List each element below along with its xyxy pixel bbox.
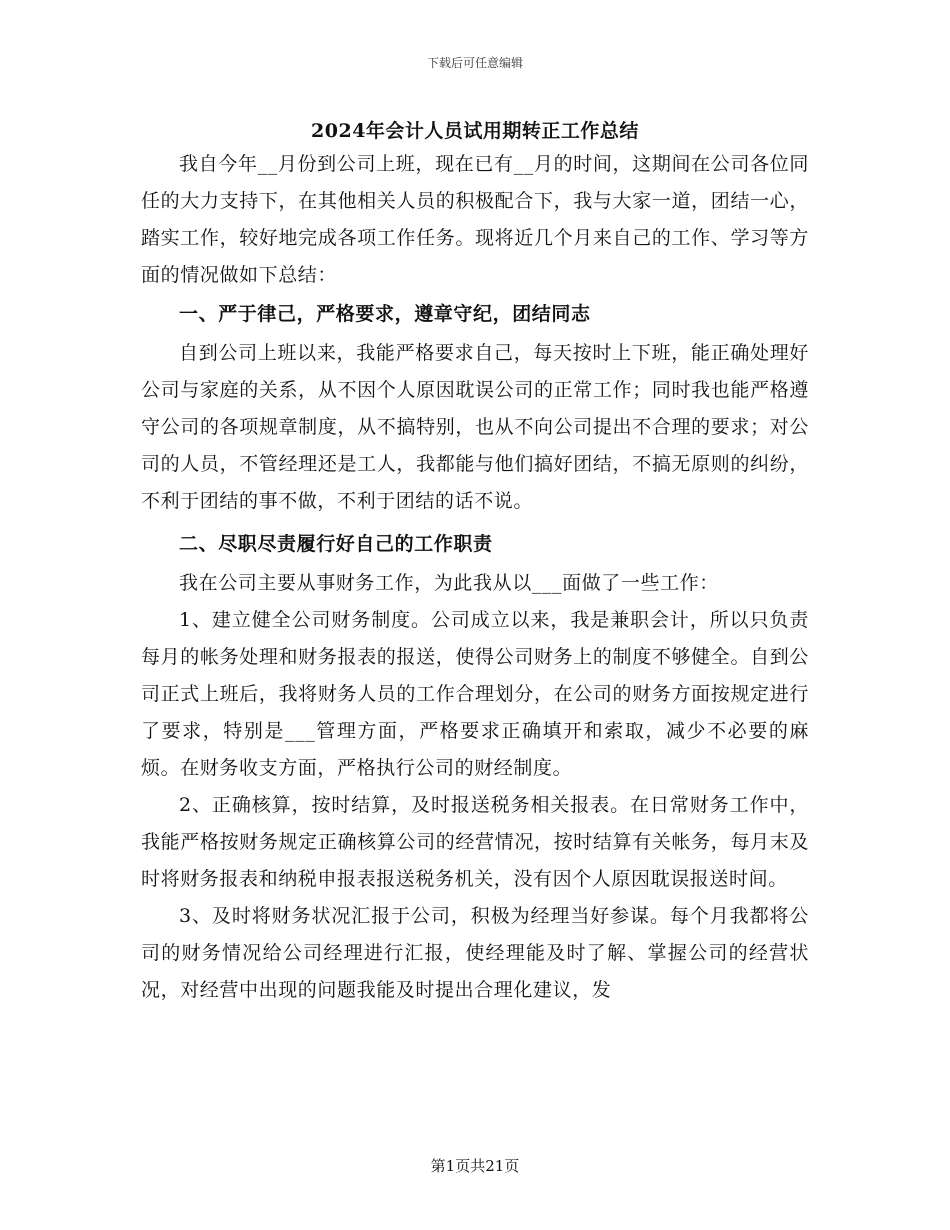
paragraph-item-1: 1、建立健全公司财务制度。公司成立以来，我是兼职会计，所以只负责每月的帐务处理和财务报表的报送，使得公司财务上的制度不够健全。自到公司正式上班后，我将财务人员的工作合理划分，在公司的财务方面按规定进行了要求，特别是___管理方面，严格要求正确填开和索取，减少不必要的麻烦。在财务收支方面，严格执行公司的财经制度。	[141, 609, 809, 779]
paragraph-discipline: 自到公司上班以来，我能严格要求自己，每天按时上下班，能正确处理好公司与家庭的关系，从不因个人原因耽误公司的正常工作；同时我也能严格遵守公司的各项规章制度，从不搞特别，也从不向公司提出不合理的要求；对公司的人员，不管经理还是工人，我都能与他们搞好团结，不搞无原则的纠纷，不利于团结的事不做，不利于团结的话不说。	[141, 342, 809, 512]
section-heading-1: 一、严于律己，严格要求，遵章守纪，团结同志	[179, 303, 591, 325]
document-title: 2024年会计人员试用期转正工作总结	[311, 120, 639, 142]
paragraph-item-3: 3、及时将财务状况汇报于公司，积极为经理当好参谋。每个月我都将公司的财务情况给公司经理进行汇报，使经理能及时了解、掌握公司的经营状况，对经营中出现的问题我能及时提出合理化建议，发	[141, 905, 809, 1001]
paragraph-intro: 我自今年__月份到公司上班，现在已有__月的时间，这期间在公司各位同任的大力支持下，在其他相关人员的积极配合下，我与大家一道，团结一心，踏实工作，较好地完成各项工作任务。现将近几个月来自己的工作、学习等方面的情况做如下总结：	[141, 153, 809, 286]
document-body	[141, 146, 809, 1009]
paragraph-item-2: 2、正确核算，按时结算，及时报送税务相关报表。在日常财务工作中，我能严格按财务规定正确核算公司的经营情况，按时结算有关帐务，每月末及时将财务报表和纳税申报表报送税务机关，没有因个人原因耽误报送时间。	[141, 794, 809, 890]
header-note: 下载后可任意编辑	[426, 56, 523, 70]
section-heading-2: 二、尽职尽责履行好自己的工作职责	[179, 533, 493, 555]
page-number: 第1页共21页	[430, 1157, 520, 1175]
paragraph-duties-intro: 我在公司主要从事财务工作，为此我从以___面做了一些工作：	[179, 572, 719, 594]
